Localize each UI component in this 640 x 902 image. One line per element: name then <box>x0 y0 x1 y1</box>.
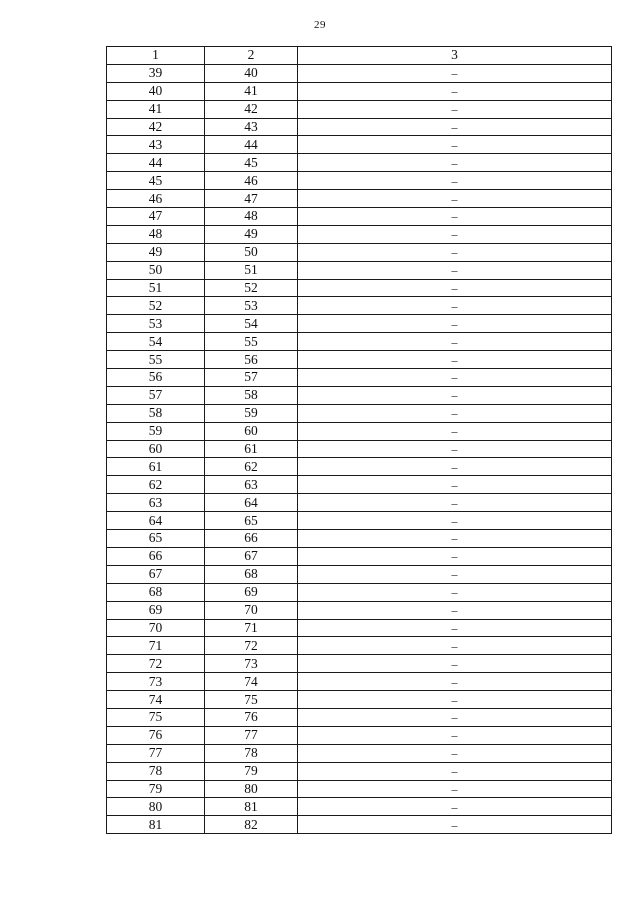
table-cell-col-3: – <box>298 601 612 619</box>
table-cell-col-1: 41 <box>107 100 205 118</box>
table-cell-col-1: 75 <box>107 708 205 726</box>
table-row <box>107 708 612 726</box>
table-cell-col-2: 50 <box>205 243 298 261</box>
table-row <box>107 691 612 709</box>
table-cell-col-2: 68 <box>205 565 298 583</box>
table-cell-col-3: – <box>298 404 612 422</box>
table-row <box>107 172 612 190</box>
table-cell-col-2: 59 <box>205 404 298 422</box>
table-cell-col-3: – <box>298 154 612 172</box>
table-cell-col-1: 71 <box>107 637 205 655</box>
table-cell-col-1: 49 <box>107 243 205 261</box>
table-cell-col-1: 48 <box>107 225 205 243</box>
table-cell-col-2: 64 <box>205 494 298 512</box>
table-row <box>107 279 612 297</box>
page-number: 29 <box>314 19 326 31</box>
table-cell-col-2: 69 <box>205 583 298 601</box>
table-row <box>107 494 612 512</box>
table-row <box>107 816 612 834</box>
table-cell-col-1: 65 <box>107 530 205 548</box>
table-row <box>107 136 612 154</box>
table-cell-col-1: 66 <box>107 547 205 565</box>
table-row <box>107 225 612 243</box>
table-cell-col-3: – <box>298 172 612 190</box>
table-row <box>107 673 612 691</box>
table-row <box>107 780 612 798</box>
table-header-row <box>107 47 612 65</box>
table-cell-col-2: 81 <box>205 798 298 816</box>
table-row <box>107 762 612 780</box>
table-cell-col-3: – <box>298 816 612 834</box>
table-cell-col-2: 42 <box>205 100 298 118</box>
table-cell-col-3: – <box>298 208 612 226</box>
table-cell-col-2: 75 <box>205 691 298 709</box>
table-row <box>107 530 612 548</box>
table-cell-col-3: – <box>298 136 612 154</box>
table-cell-col-2: 74 <box>205 673 298 691</box>
table-cell-col-3: – <box>298 744 612 762</box>
table-cell-col-3: – <box>298 691 612 709</box>
table-cell-col-3: – <box>298 565 612 583</box>
table-cell-col-3: – <box>298 243 612 261</box>
table-row <box>107 100 612 118</box>
table-row <box>107 154 612 172</box>
table-cell-col-1: 64 <box>107 512 205 530</box>
table-cell-col-2: 67 <box>205 547 298 565</box>
table-cell-col-1: 44 <box>107 154 205 172</box>
table-cell-col-2: 78 <box>205 744 298 762</box>
table-cell-col-3: – <box>298 458 612 476</box>
table-cell-col-3: – <box>298 297 612 315</box>
table-cell-col-2: 44 <box>205 136 298 154</box>
table-cell-col-3: – <box>298 637 612 655</box>
table-cell-col-3: – <box>298 619 612 637</box>
table-cell-col-2: 66 <box>205 530 298 548</box>
table-cell-col-3: – <box>298 225 612 243</box>
table-cell-col-3: – <box>298 583 612 601</box>
table-cell-col-1: 81 <box>107 816 205 834</box>
table-body <box>107 64 612 833</box>
table-cell-col-3: – <box>298 369 612 387</box>
table-cell-col-1: 57 <box>107 386 205 404</box>
table-cell-col-2: 40 <box>205 64 298 82</box>
table-cell-col-3: – <box>298 655 612 673</box>
table-row <box>107 351 612 369</box>
table-cell-col-1: 76 <box>107 726 205 744</box>
table-cell-col-2: 76 <box>205 708 298 726</box>
table-cell-col-3: – <box>298 726 612 744</box>
table-cell-col-2: 79 <box>205 762 298 780</box>
table-cell-col-1: 69 <box>107 601 205 619</box>
table-cell-col-2: 48 <box>205 208 298 226</box>
table-cell-col-2: 47 <box>205 190 298 208</box>
table-row <box>107 422 612 440</box>
table-row <box>107 208 612 226</box>
table-cell-col-1: 79 <box>107 780 205 798</box>
table-cell-col-1: 78 <box>107 762 205 780</box>
table-row <box>107 404 612 422</box>
table-cell-col-1: 54 <box>107 333 205 351</box>
table-row <box>107 243 612 261</box>
table-cell-col-3: – <box>298 547 612 565</box>
table-cell-col-2: 80 <box>205 780 298 798</box>
table-cell-col-1: 62 <box>107 476 205 494</box>
table-cell-col-3: – <box>298 261 612 279</box>
table-row <box>107 637 612 655</box>
table-cell-col-2: 61 <box>205 440 298 458</box>
table-cell-col-3: – <box>298 762 612 780</box>
table-cell-col-2: 60 <box>205 422 298 440</box>
table-cell-col-2: 41 <box>205 82 298 100</box>
table-cell-col-1: 40 <box>107 82 205 100</box>
table-row <box>107 458 612 476</box>
table-cell-col-1: 42 <box>107 118 205 136</box>
table-cell-col-1: 63 <box>107 494 205 512</box>
table-row <box>107 547 612 565</box>
table-cell-col-3: – <box>298 315 612 333</box>
column-header-3: 3 <box>298 47 612 65</box>
table-cell-col-3: – <box>298 780 612 798</box>
table-cell-col-2: 77 <box>205 726 298 744</box>
table-row <box>107 369 612 387</box>
table-cell-col-2: 54 <box>205 315 298 333</box>
table-cell-col-2: 51 <box>205 261 298 279</box>
table-cell-col-3: – <box>298 386 612 404</box>
table-cell-col-2: 46 <box>205 172 298 190</box>
table-cell-col-1: 72 <box>107 655 205 673</box>
table-cell-col-1: 53 <box>107 315 205 333</box>
table-cell-col-1: 74 <box>107 691 205 709</box>
table-cell-col-1: 55 <box>107 351 205 369</box>
table-row <box>107 744 612 762</box>
table-cell-col-2: 55 <box>205 333 298 351</box>
table-cell-col-1: 39 <box>107 64 205 82</box>
table-cell-col-2: 45 <box>205 154 298 172</box>
table-cell-col-3: – <box>298 673 612 691</box>
table-cell-col-3: – <box>298 82 612 100</box>
table-cell-col-1: 45 <box>107 172 205 190</box>
table-row <box>107 82 612 100</box>
table-cell-col-2: 73 <box>205 655 298 673</box>
table-cell-col-3: – <box>298 351 612 369</box>
table-row <box>107 297 612 315</box>
table-cell-col-1: 67 <box>107 565 205 583</box>
table-row <box>107 440 612 458</box>
table-cell-col-3: – <box>298 100 612 118</box>
table-cell-col-2: 62 <box>205 458 298 476</box>
table-cell-col-2: 53 <box>205 297 298 315</box>
table-cell-col-1: 61 <box>107 458 205 476</box>
data-table <box>106 46 612 834</box>
table-cell-col-1: 70 <box>107 619 205 637</box>
table-cell-col-3: – <box>298 440 612 458</box>
table-cell-col-2: 82 <box>205 816 298 834</box>
table-cell-col-3: – <box>298 64 612 82</box>
table-cell-col-1: 58 <box>107 404 205 422</box>
table-cell-col-1: 52 <box>107 297 205 315</box>
table-row <box>107 583 612 601</box>
table-cell-col-1: 50 <box>107 261 205 279</box>
table-cell-col-3: – <box>298 708 612 726</box>
table-cell-col-1: 60 <box>107 440 205 458</box>
table-cell-col-3: – <box>298 476 612 494</box>
table-row <box>107 386 612 404</box>
table-row <box>107 655 612 673</box>
table-row <box>107 601 612 619</box>
table-cell-col-2: 52 <box>205 279 298 297</box>
table-row <box>107 333 612 351</box>
table-cell-col-3: – <box>298 530 612 548</box>
table-row <box>107 512 612 530</box>
table-cell-col-1: 68 <box>107 583 205 601</box>
table-cell-col-1: 51 <box>107 279 205 297</box>
table-cell-col-2: 65 <box>205 512 298 530</box>
table-row <box>107 798 612 816</box>
table-cell-col-1: 46 <box>107 190 205 208</box>
table-cell-col-2: 58 <box>205 386 298 404</box>
column-header-1: 1 <box>107 47 205 65</box>
table-cell-col-3: – <box>298 512 612 530</box>
table-row <box>107 190 612 208</box>
table-cell-col-2: 71 <box>205 619 298 637</box>
table-cell-col-2: 57 <box>205 369 298 387</box>
table-cell-col-2: 72 <box>205 637 298 655</box>
table-cell-col-1: 59 <box>107 422 205 440</box>
table-row <box>107 565 612 583</box>
table-cell-col-3: – <box>298 798 612 816</box>
table-cell-col-3: – <box>298 118 612 136</box>
table-row <box>107 315 612 333</box>
table-cell-col-2: 43 <box>205 118 298 136</box>
table-cell-col-3: – <box>298 333 612 351</box>
table-cell-col-1: 43 <box>107 136 205 154</box>
table-row <box>107 261 612 279</box>
column-header-2: 2 <box>205 47 298 65</box>
table-cell-col-2: 70 <box>205 601 298 619</box>
table-row <box>107 619 612 637</box>
table-cell-col-1: 80 <box>107 798 205 816</box>
table-cell-col-1: 77 <box>107 744 205 762</box>
table-cell-col-2: 56 <box>205 351 298 369</box>
table-cell-col-2: 49 <box>205 225 298 243</box>
table-cell-col-1: 73 <box>107 673 205 691</box>
table-cell-col-3: – <box>298 494 612 512</box>
table-row <box>107 64 612 82</box>
table-row <box>107 476 612 494</box>
table-cell-col-1: 56 <box>107 369 205 387</box>
table-cell-col-3: – <box>298 422 612 440</box>
table-row <box>107 118 612 136</box>
table-cell-col-1: 47 <box>107 208 205 226</box>
table-cell-col-2: 63 <box>205 476 298 494</box>
table-cell-col-3: – <box>298 279 612 297</box>
table-row <box>107 726 612 744</box>
table-cell-col-3: – <box>298 190 612 208</box>
